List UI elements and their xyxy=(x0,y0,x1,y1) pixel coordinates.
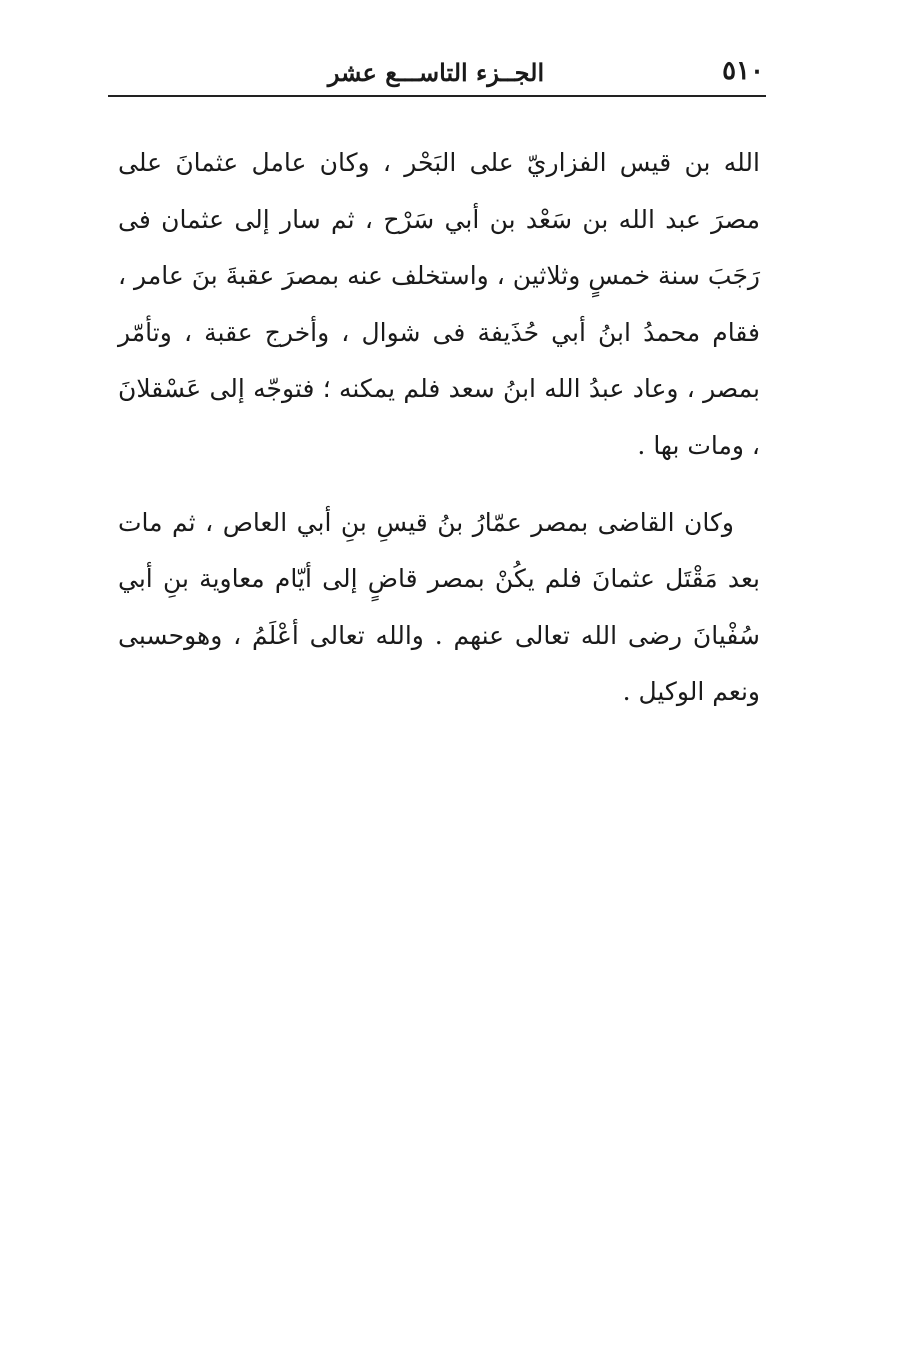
paragraph-2: وكان القاضى بمصر عمّارُ بنُ قيسِ بنِ أبي العاص ، ثم مات بعد مَقْتَل عثمانَ فلم يكُنْ بمصر قاضٍ إلى أيّام معاوية بنِ أبي سُفْيانَ رضى الله تعالى عنهم . والله تعالى أعْلَمُ ، وهوحسبى ونعم الوكيل . xyxy=(118,507,760,707)
body-text xyxy=(118,135,760,721)
running-title: الجــزء التاســـع عشر xyxy=(327,58,545,87)
page-number: ٥١٠ xyxy=(722,56,764,86)
running-head xyxy=(108,52,764,92)
paragraph-1: الله بن قيس الفزاريّ على البَحْر ، وكان عامل عثمانَ على مصرَ عبد الله بن سَعْد بن أبي سَرْح ، ثم سار إلى عثمان فى رَجَبَ سنة خمسٍ وثلاثين ، واستخلف عنه بمصرَ عقبةَ بنَ عامر ، فقام محمدُ ابنُ أبي حُذَيفة فى شوال ، وأخرج عقبة ، وتأمّر بمصر ، وعاد عبدُ الله ابنُ سعد فلم يمكنه ؛ فتوجّه إلى عَسْقلانَ ، ومات بها . xyxy=(118,148,760,460)
header-rule xyxy=(108,95,766,97)
